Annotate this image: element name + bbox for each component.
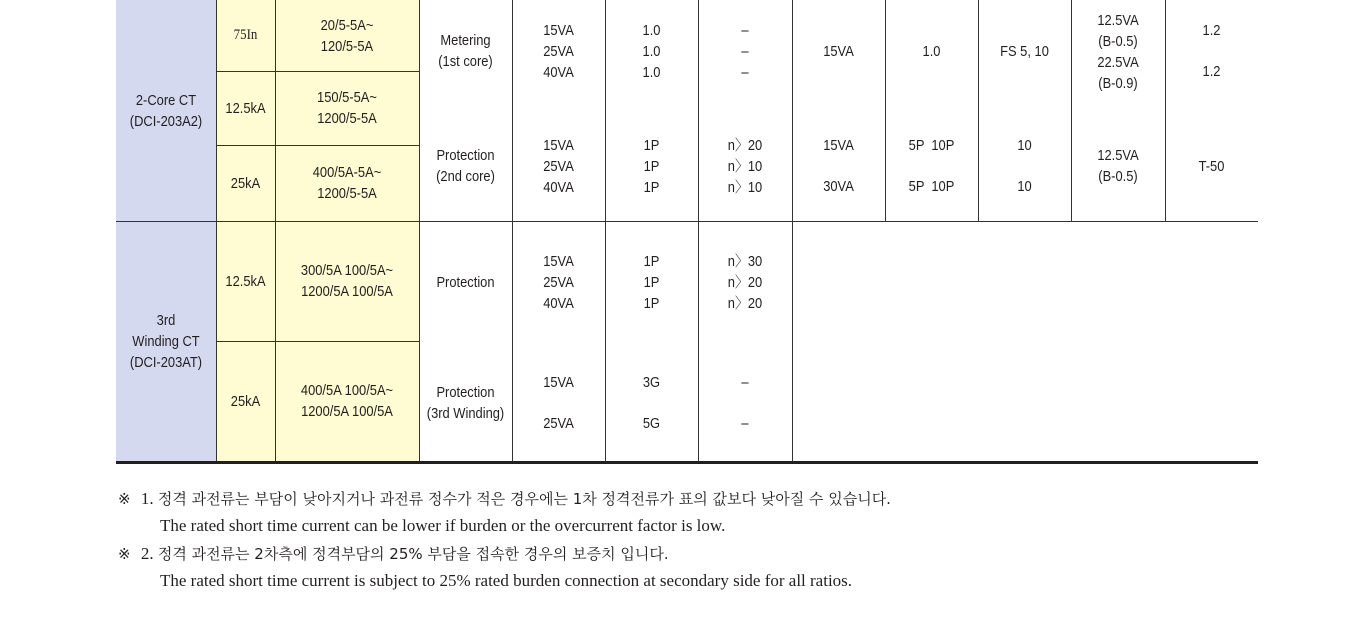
burden-cell [519,20,599,82]
short-time-cell [220,71,271,145]
class-cell [612,135,692,197]
reference-mark-icon: ※ [118,490,131,508]
text-line: (B-0.5) [1098,168,1138,185]
text-line: (2nd core) [436,168,495,185]
grid-line [792,0,793,462]
text-line: 12.5VA [1097,12,1139,29]
text-line: 1P [643,157,660,175]
short-time-value: 12.5kA [225,272,266,290]
text-line: 5P 10P [908,178,955,195]
text-line: 3G [642,374,661,391]
text-line: 5G [642,415,661,432]
text-line: – [741,42,749,60]
ratio-cell [285,221,409,341]
ratio-cell [285,71,409,145]
text-line: 25VA [543,157,574,175]
text-line: (DCI-203A2) [129,112,203,130]
short-time-cell [220,221,271,341]
note-number: 1. [140,489,154,508]
text-line: Metering [440,32,491,49]
col9-cell [1078,10,1159,94]
text-line: n〉10 [727,178,763,196]
short-time-cell [220,341,271,461]
grid-line [1165,0,1166,221]
text-line: – [741,63,749,81]
short-time-value: 75In [233,27,258,43]
factor2-cell [985,20,1065,82]
text-line: – [741,21,749,39]
text-line: (B-0.9) [1098,75,1138,92]
group-name-3rd-winding [123,221,209,461]
grid-line [275,0,276,462]
text-line: 12.5VA [1097,147,1139,164]
short-time-cell [220,145,271,221]
grid-line [216,0,217,462]
text-line: Protection [436,273,495,291]
grid-line [512,0,513,462]
col9-cell [1078,135,1159,197]
text-line: Protection [436,147,495,164]
text-line: 10 [1017,137,1032,154]
note-1-korean [118,488,891,509]
class-cell [612,372,692,434]
text-line: 25VA [543,415,574,432]
text-line: – [741,374,749,391]
text-line: (DCI-203AT) [129,353,203,371]
text-line: n〉20 [727,273,763,291]
factor-cell [705,251,786,313]
text-line: 1.0 [642,42,661,60]
text-line: 1.0 [922,42,941,60]
ratio-cell [285,0,409,71]
note-1-english: The rated short time current can be lower if burden or the overcurrent factor is low. [160,516,726,535]
burden2-cell [799,20,879,82]
text-line: 15VA [543,252,574,270]
text-line: Protection [436,384,495,401]
reference-mark-icon: ※ [118,545,131,563]
text-line: T-50 [1198,157,1225,175]
text-line: Winding CT [132,332,200,350]
text-line: 1.2 [1202,63,1221,80]
class2-cell [892,135,972,197]
text-line: 1P [643,178,660,196]
text-line: n〉20 [727,136,763,154]
text-line: 15VA [543,374,574,391]
grid-line [419,0,420,462]
text-line: (1st core) [438,53,493,70]
text-line: 15VA [543,136,574,154]
col10-cell [1172,20,1252,82]
text-line: 1.2 [1202,22,1221,39]
note-text: 정격 과전류는 2차측에 정격부담의 25% 부담을 접속한 경우의 보증치 입니다. [157,545,669,563]
text-line: 1200/5-5A [317,110,377,127]
text-line: 1200/5A 100/5A [301,403,393,420]
note-2-english: The rated short time current is subject to 25% rated burden connection at secondary side for all ratios. [160,571,853,590]
grid-line [1071,0,1072,221]
text-line: 1P [643,136,660,154]
text-line: n〉10 [727,157,763,175]
text-line: 30VA [823,178,854,195]
burden-cell [519,251,599,313]
text-line: 2-Core CT [135,91,197,109]
purpose-cell [426,251,506,313]
text-line: (B-0.5) [1098,33,1138,50]
text-line: 400/5A-5A~ [312,164,382,181]
text-line: n〉30 [727,252,763,270]
grid-line [885,0,886,221]
class-cell [612,20,692,82]
text-line: 25VA [543,273,574,291]
text-line: 5P 10P [908,137,955,154]
purpose-cell [426,372,506,434]
grid-line [978,0,979,221]
text-line: 40VA [543,63,574,81]
text-line: 15VA [823,42,854,60]
text-line: n〉20 [727,294,763,312]
burden-cell [519,135,599,197]
class-cell [612,251,692,313]
grid-line [605,0,606,462]
short-time-value: 12.5kA [225,99,266,117]
table-bottom-rule [116,461,1258,464]
purpose-cell [426,135,506,197]
class2-cell [892,20,972,82]
factor-cell [705,135,786,197]
text-line: 1200/5-5A [317,185,377,202]
text-line: (3rd Winding) [426,405,505,422]
text-line: 1P [643,294,660,312]
ratio-cell [285,145,409,221]
text-line: 3rd [156,311,176,329]
text-line: 1P [643,273,660,291]
ratio-cell [285,341,409,461]
text-line: 1.0 [642,63,661,81]
text-line: 40VA [543,178,574,196]
factor-cell [705,20,786,82]
note-2-korean [118,543,669,564]
text-line: 15VA [543,21,574,39]
note-text: 정격 과전류는 부담이 낮아지거나 과전류 정수가 적은 경우에는 1차 정격전류가 표의 값보다 낮아질 수 있습니다. [157,490,891,508]
note-number: 2. [140,544,154,563]
burden2-cell [799,135,879,197]
group-name-2core [123,0,209,221]
purpose-cell [426,20,506,82]
text-line: 40VA [543,294,574,312]
text-line: 400/5A 100/5A~ [300,382,394,399]
text-line: – [741,415,749,432]
text-line: 22.5VA [1097,54,1139,71]
text-line: 10 [1017,178,1032,195]
text-line: 25VA [543,42,574,60]
text-line: 120/5-5A [320,37,374,55]
text-line: 20/5-5A~ [320,16,374,34]
text-line: 300/5A 100/5A~ [300,262,394,279]
short-time-value: 25kA [230,174,261,192]
short-time-value: 25kA [230,392,261,410]
factor-cell [705,372,786,434]
text-line: 1200/5A 100/5A [301,283,393,300]
factor2-cell [985,135,1065,197]
burden-cell [519,372,599,434]
text-line: 1P [643,252,660,270]
text-line: 1.0 [642,21,661,39]
short-time-cell [220,0,271,71]
col10-cell [1172,135,1252,197]
text-line: 150/5-5A~ [317,89,377,106]
grid-line [698,0,699,462]
text-line: FS 5, 10 [1000,42,1049,60]
text-line: 15VA [823,137,854,154]
